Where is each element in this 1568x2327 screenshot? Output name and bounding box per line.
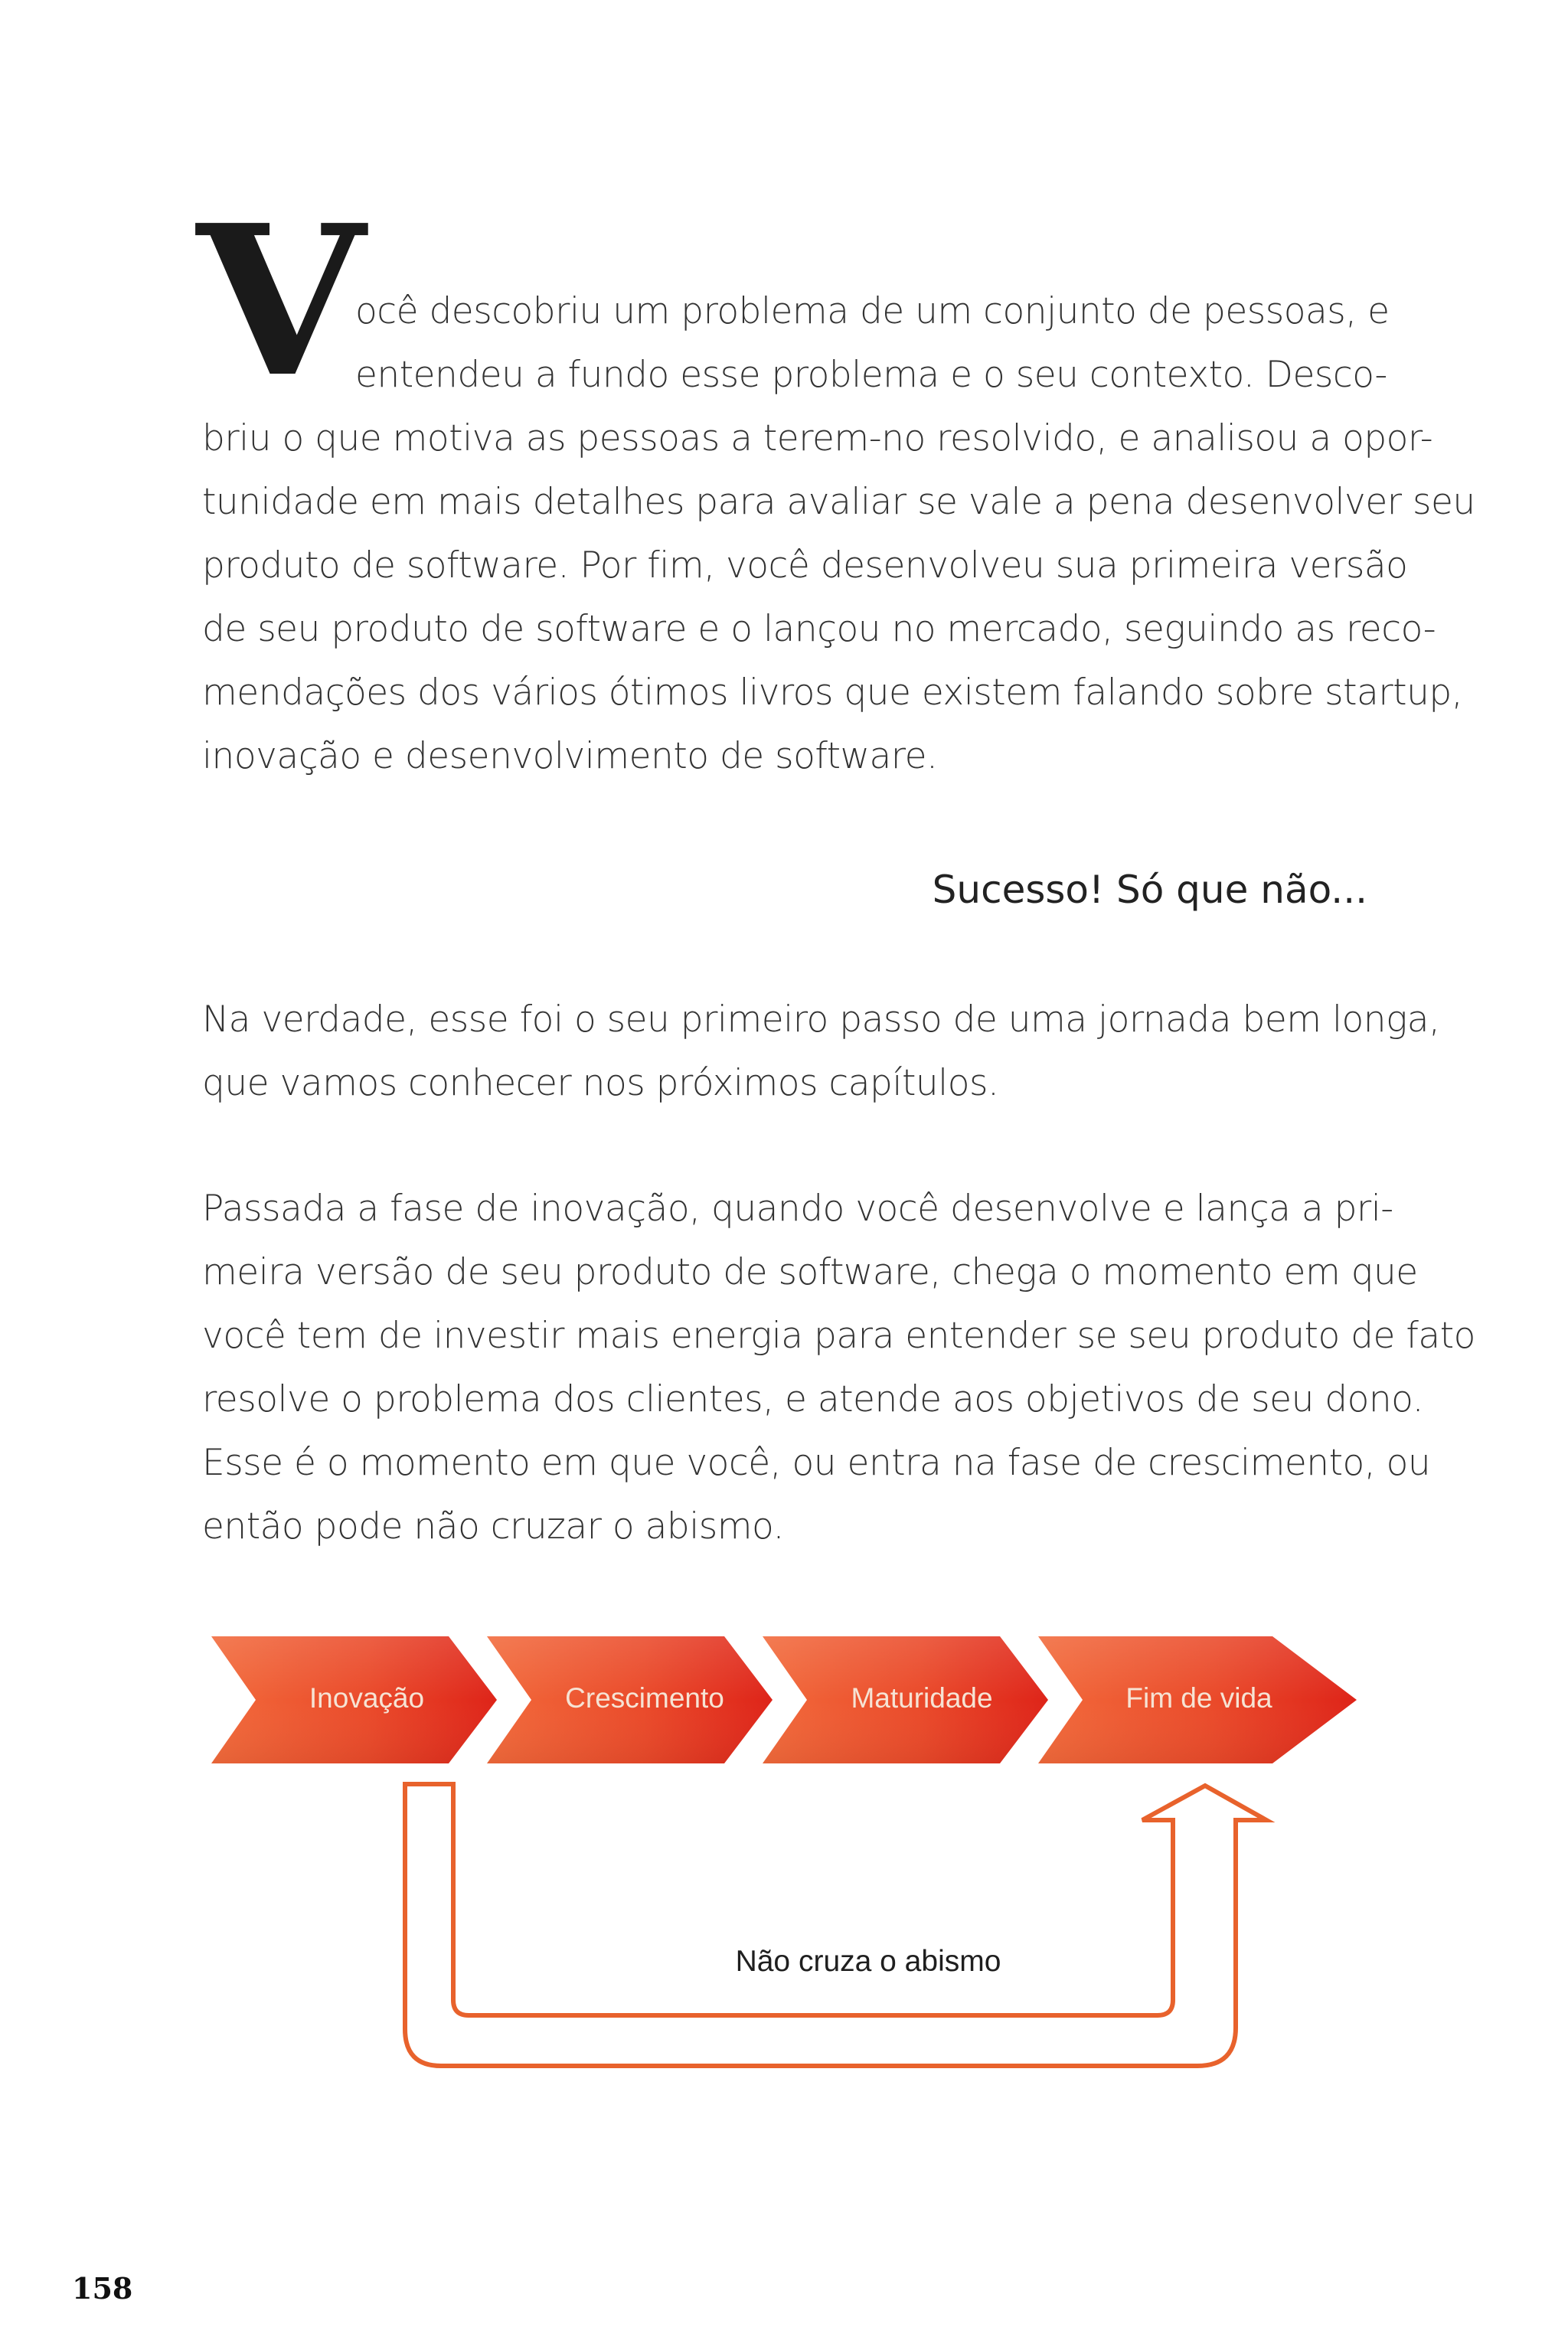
intro-line: entendeu a fundo esse problema e o seu contexto. Desco- xyxy=(355,354,1387,396)
tagline: Sucesso! Só que não... xyxy=(932,868,1367,912)
paragraph-line: resolve o problema dos clientes, e atende aos objetivos de seu dono. xyxy=(202,1378,1424,1420)
paragraph-line: Passada a fase de inovação, quando você desenvolve e lança a pri- xyxy=(202,1188,1393,1230)
intro-line: mendações dos vários ótimos livros que existem falando sobre startup, xyxy=(202,672,1463,714)
phase-label-maturidade: Maturidade xyxy=(851,1682,993,1714)
phase-label-crescimento: Crescimento xyxy=(565,1682,724,1714)
page-number: 158 xyxy=(72,2271,133,2306)
intro-paragraph xyxy=(202,279,1475,788)
paragraph-line: que vamos conhecer nos próximos capítulos. xyxy=(202,1062,999,1104)
u-turn-arrow xyxy=(405,1784,1266,2066)
paragraph-line: então pode não cruzar o abismo. xyxy=(202,1505,784,1548)
intro-line: de seu produto de software e o lançou no mercado, seguindo as reco- xyxy=(202,608,1436,650)
phase-label-fim-de-vida: Fim de vida xyxy=(1125,1682,1272,1714)
intro-line: inovação e desenvolvimento de software. xyxy=(202,735,938,777)
lifecycle-diagram xyxy=(202,1623,1381,2113)
paragraph-line: meira versão de seu produto de software, chega o momento em que xyxy=(202,1251,1418,1293)
intro-line: produto de software. Por fim, você desenvolveu sua primeira versão xyxy=(202,544,1408,587)
paragraph-journey xyxy=(202,988,1440,1115)
paragraph-phases xyxy=(202,1177,1475,1558)
intro-line: ocê descobriu um problema de um conjunto de pessoas, e xyxy=(355,290,1390,332)
phase-label-inovacao: Inovação xyxy=(309,1682,425,1714)
abyss-label: Não cruza o abismo xyxy=(735,1945,1001,1978)
drop-cap: V xyxy=(196,179,365,423)
paragraph-line: Esse é o momento em que você, ou entra na fase de crescimento, ou xyxy=(202,1442,1431,1484)
intro-line: tunidade em mais detalhes para avaliar se vale a pena desenvolver seu xyxy=(202,481,1475,523)
paragraph-line: Na verdade, esse foi o seu primeiro passo de uma jornada bem longa, xyxy=(202,998,1440,1041)
paragraph-line: você tem de investir mais energia para entender se seu produto de fato xyxy=(202,1315,1475,1357)
intro-line: briu o que motiva as pessoas a terem-no resolvido, e analisou a opor- xyxy=(202,417,1433,459)
